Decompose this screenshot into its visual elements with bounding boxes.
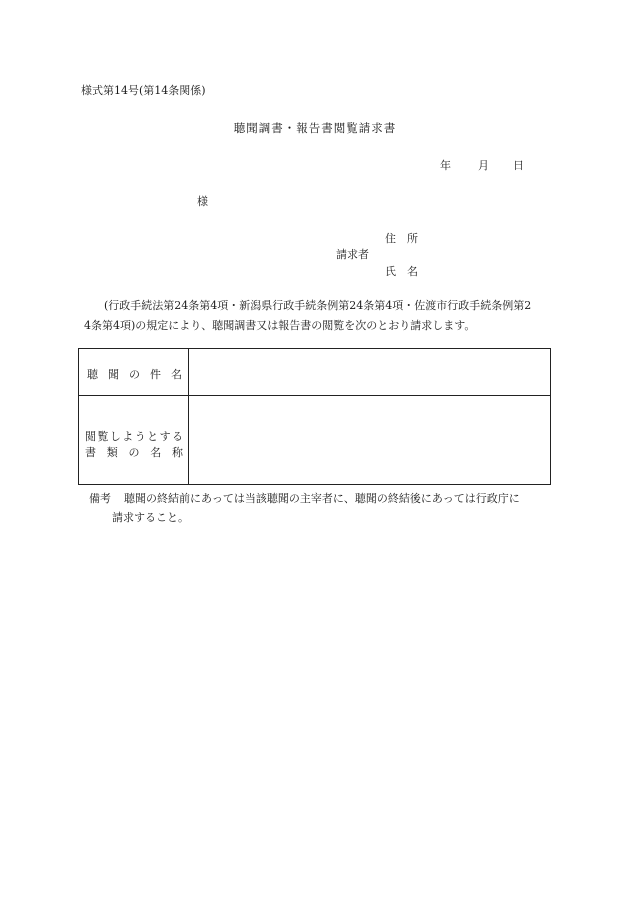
hearing-subject-label: 聴聞の件名 [87,368,182,381]
body-line-1: (行政手続法第24条第4項・新潟県行政手続条例第24条第4項・佐渡市行政手続条例第2 [104,299,532,312]
form-number: 様式第14号(第14条関係) [81,84,206,97]
note-line-1: 聴聞の終結前にあっては当該聴聞の主宰者に、聴聞の終結後にあっては行政庁に [124,492,520,505]
document-name-label-line1: 閲覧しようとする [85,430,183,443]
note-line-2: 請求すること。 [112,511,189,524]
request-table [78,348,551,485]
address-label: 住 所 [385,232,418,245]
addressee-suffix: 様 [197,195,208,208]
document-name-label-line2: 書類の名称 [85,446,183,459]
date-month-label: 月 [478,159,489,172]
body-line-2: 4条第4項)の規定により、聴聞調書又は報告書の閲覧を次のとおり請求します。 [84,319,476,332]
request-body-text [84,296,554,336]
hearing-subject-field[interactable] [189,349,550,395]
name-label: 氏 名 [385,265,418,278]
date-year-label: 年 [440,159,451,172]
page-title: 聴聞調書・報告書閲覧請求書 [233,121,397,135]
note-heading: 備考 [89,492,111,505]
document-name-field[interactable] [189,396,550,484]
requester-label: 請求者 [336,248,369,261]
date-day-label: 日 [513,159,524,172]
